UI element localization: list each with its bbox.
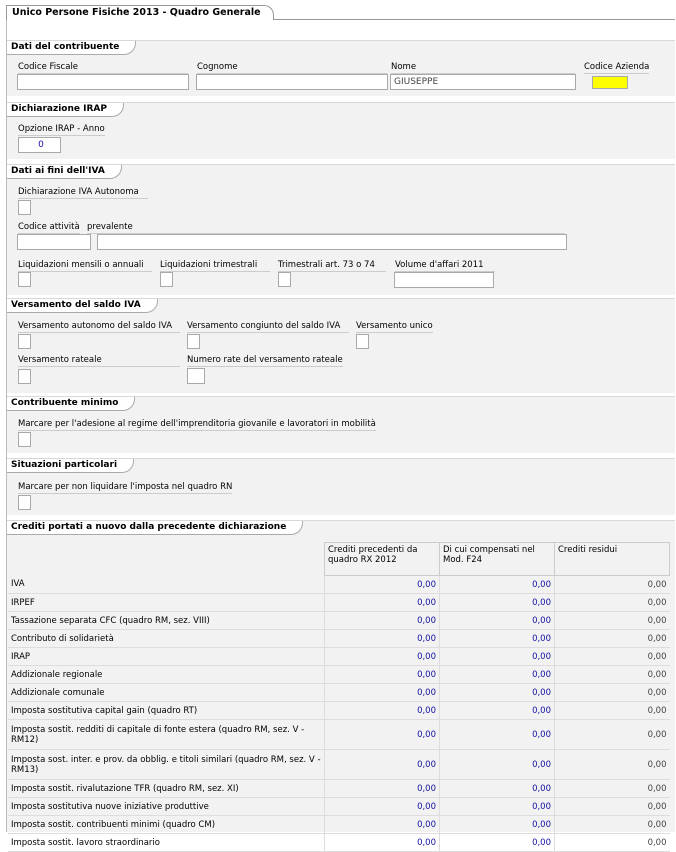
section-title: Versamento del saldo IVA <box>7 299 158 313</box>
row-label: IRAP <box>8 648 325 666</box>
residui-cell: 0,00 <box>555 576 670 594</box>
crediti-precedenti-cell[interactable]: 0,00 <box>325 594 440 612</box>
compensati-cell[interactable]: 0,00 <box>440 816 555 834</box>
compensati-cell[interactable]: 0,00 <box>440 834 555 852</box>
opzione-irap-label: Opzione IRAP - Anno <box>18 124 105 134</box>
row-label: Imposta sostit. lavoro straordinario <box>8 834 325 852</box>
section-irap <box>7 102 675 159</box>
row-label: IRPEF <box>8 594 325 612</box>
adesione-regime-label: Marcare per l'adesione al regime dell'imprenditoria giovanile e lavoratori in mobilità <box>18 419 376 429</box>
codice-attivita-input[interactable] <box>17 234 91 250</box>
liq-trimestrali-label: Liquidazioni trimestrali <box>160 260 270 272</box>
residui-cell: 0,00 <box>555 816 670 834</box>
table-row <box>8 576 670 594</box>
versamento-autonomo-label: Versamento autonomo del saldo IVA <box>18 321 180 333</box>
trimestrali-art-label: Trimestrali art. 73 o 74 <box>278 260 386 272</box>
residui-cell: 0,00 <box>555 720 670 750</box>
section-title: Dati ai fini dell'IVA <box>7 165 122 179</box>
residui-cell: 0,00 <box>555 750 670 780</box>
table-row <box>8 594 670 612</box>
row-label: Contributo di solidarietà <box>8 630 325 648</box>
compensati-cell[interactable]: 0,00 <box>440 666 555 684</box>
volume-affari-input[interactable] <box>394 272 494 288</box>
compensati-cell[interactable]: 0,00 <box>440 798 555 816</box>
section-contribuente <box>7 40 675 96</box>
crediti-table <box>8 542 670 852</box>
crediti-precedenti-cell[interactable]: 0,00 <box>325 648 440 666</box>
residui-cell: 0,00 <box>555 594 670 612</box>
col-name-header <box>8 543 325 576</box>
col-compensati-header: Di cui compensati nel Mod. F24 <box>440 543 555 576</box>
numero-rate-label: Numero rate del versamento rateale <box>187 355 343 365</box>
residui-cell: 0,00 <box>555 798 670 816</box>
codice-azienda-label: Codice Azienda <box>584 62 650 72</box>
versamento-unico-label: Versamento unico <box>356 321 433 331</box>
residui-cell: 0,00 <box>555 834 670 852</box>
row-label: IVA <box>8 576 325 594</box>
table-row <box>8 720 670 750</box>
table-row <box>8 666 670 684</box>
versamento-unico-checkbox[interactable] <box>356 334 369 349</box>
trimestrali-art-checkbox[interactable] <box>278 272 291 287</box>
row-label: Addizionale comunale <box>8 684 325 702</box>
section-versamento <box>7 298 675 393</box>
compensati-cell[interactable]: 0,00 <box>440 576 555 594</box>
nome-input[interactable]: GIUSEPPE <box>390 74 576 90</box>
residui-cell: 0,00 <box>555 612 670 630</box>
versamento-congiunto-checkbox[interactable] <box>187 334 200 349</box>
codice-fiscale-input[interactable] <box>17 74 189 90</box>
row-label: Imposta sostitutiva capital gain (quadro RT) <box>8 702 325 720</box>
codice-fiscale-label: Codice Fiscale <box>18 62 188 74</box>
crediti-precedenti-cell[interactable]: 0,00 <box>325 666 440 684</box>
volume-affari-label: Volume d'affari 2011 <box>395 260 495 272</box>
non-liquidare-checkbox[interactable] <box>18 495 31 510</box>
crediti-precedenti-cell[interactable]: 0,00 <box>325 750 440 780</box>
iva-autonoma-checkbox[interactable] <box>18 200 31 215</box>
nome-label: Nome <box>391 62 575 74</box>
iva-autonoma-label: Dichiarazione IVA Autonoma <box>18 187 148 199</box>
section-minimo <box>7 396 675 453</box>
table-row <box>8 684 670 702</box>
prevalente-input[interactable] <box>97 234 567 250</box>
crediti-precedenti-cell[interactable]: 0,00 <box>325 834 440 852</box>
tab-quadro-generale[interactable]: Unico Persone Fisiche 2013 - Quadro Generale <box>6 5 274 20</box>
col-residui-header: Crediti residui <box>555 543 670 576</box>
row-label: Tassazione separata CFC (quadro RM, sez. VIII) <box>8 612 325 630</box>
residui-cell: 0,00 <box>555 666 670 684</box>
section-title: Crediti portati a nuovo dalla precedente dichiarazione <box>7 521 303 535</box>
residui-cell: 0,00 <box>555 780 670 798</box>
compensati-cell[interactable]: 0,00 <box>440 648 555 666</box>
row-label: Imposta sostit. contribuenti minimi (quadro CM) <box>8 816 325 834</box>
residui-cell: 0,00 <box>555 630 670 648</box>
crediti-precedenti-cell[interactable]: 0,00 <box>325 780 440 798</box>
crediti-precedenti-cell[interactable]: 0,00 <box>325 612 440 630</box>
section-title: Dichiarazione IRAP <box>7 103 124 117</box>
section-title: Situazioni particolari <box>7 459 134 473</box>
cognome-label: Cognome <box>197 62 387 74</box>
crediti-precedenti-cell[interactable]: 0,00 <box>325 798 440 816</box>
table-row <box>8 648 670 666</box>
codice-azienda-input[interactable] <box>592 76 628 89</box>
table-row <box>8 750 670 780</box>
compensati-cell[interactable]: 0,00 <box>440 630 555 648</box>
prevalente-label: prevalente <box>87 222 565 234</box>
versamento-autonomo-checkbox[interactable] <box>18 334 31 349</box>
versamento-rateale-checkbox[interactable] <box>18 369 31 384</box>
col-crediti-precedenti-header: Crediti precedenti da quadro RX 2012 <box>325 543 440 576</box>
table-row <box>8 702 670 720</box>
table-row <box>8 630 670 648</box>
liq-mensili-label: Liquidazioni mensili o annuali <box>18 260 152 272</box>
section-title: Dati del contribuente <box>7 41 136 55</box>
compensati-cell[interactable]: 0,00 <box>440 612 555 630</box>
opzione-irap-input[interactable]: 0 <box>18 137 61 153</box>
compensati-cell[interactable]: 0,00 <box>440 750 555 780</box>
crediti-precedenti-cell[interactable]: 0,00 <box>325 576 440 594</box>
crediti-precedenti-cell[interactable]: 0,00 <box>325 684 440 702</box>
row-label: Imposta sost. inter. e prov. da obblig. e titoli similari (quadro RM, sez. V - RM13) <box>8 750 325 780</box>
residui-cell: 0,00 <box>555 648 670 666</box>
section-title: Contribuente minimo <box>7 397 135 411</box>
row-label: Imposta sostit. redditi di capitale di fonte estera (quadro RM, sez. V - RM12) <box>8 720 325 750</box>
liq-trimestrali-checkbox[interactable] <box>160 272 173 287</box>
table-row <box>8 834 670 852</box>
codice-attivita-label: Codice attività <box>18 222 80 232</box>
liq-mensili-checkbox[interactable] <box>18 272 31 287</box>
residui-cell: 0,00 <box>555 702 670 720</box>
versamento-rateale-label: Versamento rateale <box>18 355 180 367</box>
compensati-cell[interactable]: 0,00 <box>440 780 555 798</box>
compensati-cell[interactable]: 0,00 <box>440 702 555 720</box>
row-label: Addizionale regionale <box>8 666 325 684</box>
crediti-precedenti-cell[interactable]: 0,00 <box>325 720 440 750</box>
residui-cell: 0,00 <box>555 684 670 702</box>
numero-rate-input[interactable] <box>187 368 205 384</box>
cognome-input[interactable] <box>196 74 388 90</box>
non-liquidare-label: Marcare per non liquidare l'imposta nel quadro RN <box>18 482 233 492</box>
compensati-cell[interactable]: 0,00 <box>440 684 555 702</box>
crediti-precedenti-cell[interactable]: 0,00 <box>325 630 440 648</box>
crediti-precedenti-cell[interactable]: 0,00 <box>325 816 440 834</box>
compensati-cell[interactable]: 0,00 <box>440 720 555 750</box>
compensati-cell[interactable]: 0,00 <box>440 594 555 612</box>
versamento-congiunto-label: Versamento congiunto del saldo IVA <box>187 321 349 333</box>
crediti-precedenti-cell[interactable]: 0,00 <box>325 702 440 720</box>
table-row <box>8 798 670 816</box>
row-label: Imposta sostit. rivalutazione TFR (quadro RM, sez. XI) <box>8 780 325 798</box>
adesione-regime-checkbox[interactable] <box>18 432 31 447</box>
section-situazioni <box>7 458 675 515</box>
table-row <box>8 780 670 798</box>
row-label: Imposta sostitutiva nuove iniziative produttive <box>8 798 325 816</box>
section-iva <box>7 164 675 295</box>
table-row <box>8 612 670 630</box>
